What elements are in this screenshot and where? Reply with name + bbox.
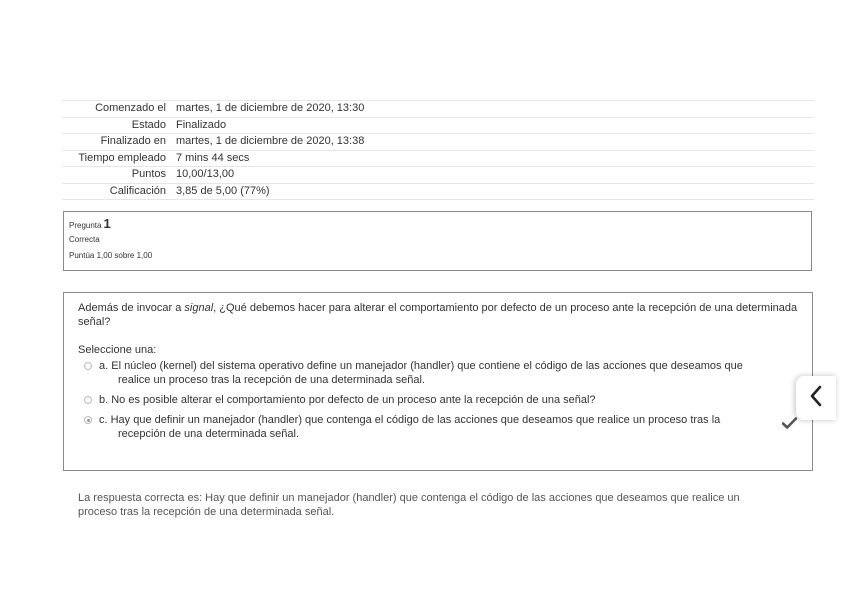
question-text-before: Además de invocar a xyxy=(78,302,185,314)
summary-label: Comenzado el xyxy=(62,101,172,118)
answer-option-b[interactable] xyxy=(78,393,798,407)
summary-label: Puntos xyxy=(62,167,172,184)
summary-value: Finalizado xyxy=(172,117,814,134)
radio-b[interactable] xyxy=(84,396,92,404)
answer-option-line: a. El núcleo (kernel) del sistema operativo define un manejador (handler) que contiene el código de las acciones que deseamos que xyxy=(99,360,743,372)
answer-option-c[interactable] xyxy=(78,413,798,441)
summary-value: martes, 1 de diciembre de 2020, 13:38 xyxy=(172,134,814,151)
answer-option-line: c. Hay que definir un manejador (handler) que contenga el código de las acciones que deseamos que realice un proceso tras la xyxy=(99,414,721,426)
chevron-left-icon xyxy=(809,385,823,412)
summary-label: Finalizado en xyxy=(62,134,172,151)
summary-row xyxy=(62,101,814,118)
summary-label: Calificación xyxy=(62,183,172,200)
question-content xyxy=(63,292,813,471)
answer-option-line: b. No es posible alterar el comportamiento por defecto de un proceso ante la recepción de una señal? xyxy=(99,394,596,406)
summary-row xyxy=(62,183,814,200)
question-text-after: , ¿Qué debemos hacer para alterar el comportamiento por defecto de un proceso ante la recepción de una determinada señal? xyxy=(78,302,798,328)
radio-a[interactable] xyxy=(84,362,92,370)
answer-prompt: Seleccione una: xyxy=(78,344,157,356)
summary-value: 3,85 de 5,00 (77%) xyxy=(172,183,814,200)
summary-value: 7 mins 44 secs xyxy=(172,150,814,167)
answer-option-text xyxy=(99,359,749,387)
summary-row xyxy=(62,117,814,134)
summary-label: Tiempo empleado xyxy=(62,150,172,167)
question-info-box xyxy=(63,211,812,271)
answer-option-line-continued: recepción de una determinada señal. xyxy=(118,428,300,440)
question-number-line xyxy=(69,216,806,232)
question-text-emphasis: signal xyxy=(184,302,214,314)
question-prefix: Pregunta xyxy=(69,221,102,230)
summary-row xyxy=(62,150,814,167)
summary-label: Estado xyxy=(62,117,172,134)
answer-option-line-continued: realice un proceso tras la recepción de una determinada señal. xyxy=(118,374,425,386)
answer-options xyxy=(78,359,798,441)
answer-option-text xyxy=(99,393,749,407)
question-number: 1 xyxy=(103,216,111,231)
summary-value: 10,00/13,00 xyxy=(172,167,814,184)
drawer-toggle-button[interactable] xyxy=(796,376,836,420)
question-state: Correcta xyxy=(69,235,100,244)
radio-c[interactable] xyxy=(84,416,92,424)
answer-option-a[interactable] xyxy=(78,359,798,387)
correct-answer-feedback: La respuesta correcta es: Hay que definir un manejador (handler) que contenga el código de las acciones que deseamos que realice un proceso tras la recepción de una determinada señal. xyxy=(78,492,740,518)
check-icon xyxy=(782,417,797,432)
attempt-summary-table xyxy=(62,100,814,200)
question-grade: Puntúa 1,00 sobre 1,00 xyxy=(69,251,153,260)
question-text xyxy=(78,301,798,329)
summary-row xyxy=(62,134,814,151)
summary-value: martes, 1 de diciembre de 2020, 13:30 xyxy=(172,101,814,118)
answer-option-text xyxy=(99,413,749,441)
summary-row xyxy=(62,167,814,184)
